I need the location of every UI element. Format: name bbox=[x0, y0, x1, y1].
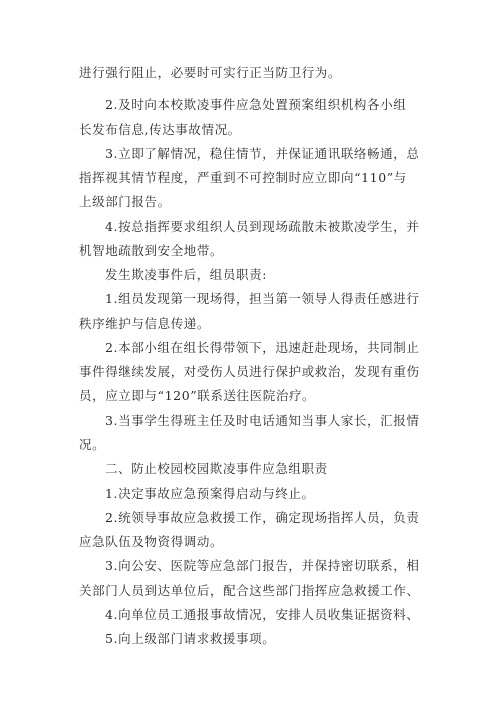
text-line: 3.当事学生得班主任及时电话通知当事人家长，汇报情 bbox=[105, 413, 420, 428]
text-line: 5.向上级部门请求救援事项。 bbox=[105, 631, 276, 646]
text-line: 3.向公安、医院等应急部门报告，并保持密切联系，相 bbox=[105, 558, 420, 573]
text-line: 秩序维护与信息传递。 bbox=[79, 316, 211, 331]
text-line: 进行强行阻止，必要时可实行正当防卫行为。 bbox=[79, 65, 342, 80]
text-line: 2.本部小组在组长得带领下，迅速赶赴现场，共同制止 bbox=[105, 340, 420, 355]
text-line: 上级部门报告。 bbox=[79, 194, 171, 209]
text-line: 发生欺凌事件后，组员职责: bbox=[105, 267, 268, 282]
text-line: 长发布信息,传达事故情况。 bbox=[79, 122, 241, 137]
section-heading: 二、防止校园校园欺凌事件应急组职责 bbox=[105, 461, 328, 476]
text-line: 2.及时向本校欺凌事件应急处置预案组织机构各小组 bbox=[105, 97, 407, 112]
text-line: 3.立即了解情况，稳住情节，并保证通讯联络畅通，总 bbox=[105, 146, 420, 161]
text-line: 员，应立即与“120”联系送往医院治疗。 bbox=[79, 388, 316, 403]
text-line: 关部门人员到达单位后，配合这些部门指挥应急救援工作、 bbox=[79, 583, 420, 598]
text-line: 1.组员发现第一现场得，担当第一领导人得责任感进行 bbox=[105, 291, 420, 306]
text-line: 指挥视其情节程度，严重到不可控制时应立即向“110”与 bbox=[79, 170, 407, 185]
text-line: 事件得继续发展，对受伤人员进行保护或救治，发现有重伤 bbox=[79, 364, 420, 379]
text-line: 2.统领导事故应急救援工作，确定现场指挥人员，负责 bbox=[105, 510, 420, 525]
text-line: 4.向单位员工通报事故情况，安排人员收集证据资料、 bbox=[105, 607, 420, 622]
text-line: 4.按总指挥要求组织人员到现场疏散未被欺凌学生，并 bbox=[105, 219, 420, 234]
text-line: 1.决定事故应急预案得启动与终止。 bbox=[105, 486, 315, 501]
text-line: 应急队伍及物资得调动。 bbox=[79, 534, 224, 549]
text-line: 机智地疏散到安全地带。 bbox=[79, 243, 224, 258]
text-line: 况。 bbox=[79, 437, 106, 452]
